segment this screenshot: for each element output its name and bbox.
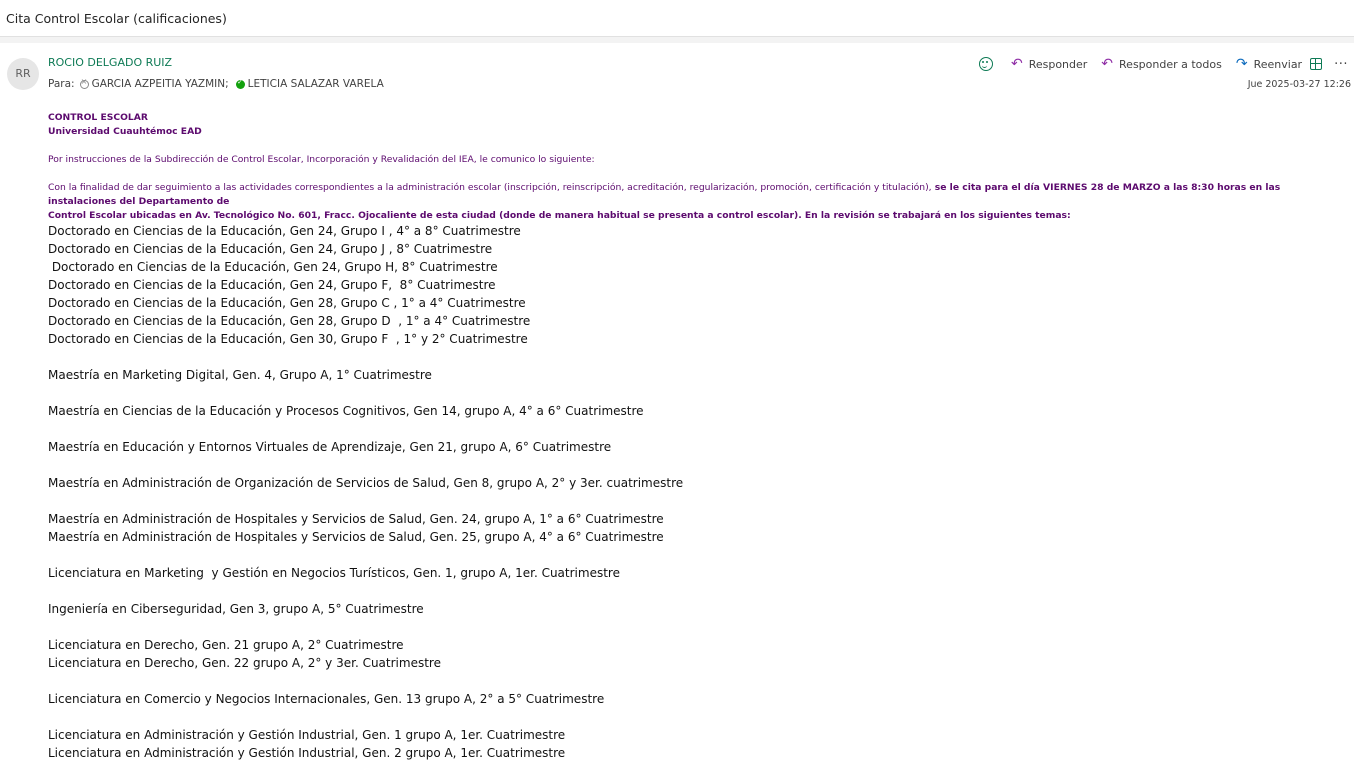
blank-line — [48, 546, 683, 564]
header-separator — [0, 37, 1354, 43]
message-date: Jue 2025-03-27 12:26 — [1247, 79, 1351, 90]
subject-bar — [0, 0, 1354, 37]
presence-offline-icon — [80, 80, 89, 89]
recipient-chip[interactable] — [80, 78, 229, 90]
blank-line — [48, 348, 683, 366]
blank-line — [48, 582, 683, 600]
program-line: Doctorado en Ciencias de la Educación, Gen 28, Grupo C , 1° a 4° Cuatrimestre — [48, 296, 526, 310]
program-line: Licenciatura en Derecho, Gen. 22 grupo A, 2° y 3er. Cuatrimestre — [48, 656, 441, 670]
message-actions — [979, 55, 1354, 73]
blank-line — [48, 456, 683, 474]
email-subject: Cita Control Escolar (calificaciones) — [6, 11, 227, 26]
to-label: Para: — [48, 78, 75, 90]
reply-icon: ↶ — [1010, 56, 1023, 72]
blank-line — [48, 672, 683, 690]
program-line: Doctorado en Ciencias de la Educación, Gen 24, Grupo H, 8° Cuatrimestre — [48, 260, 498, 274]
program-line: Maestría en Administración de Hospitales y Servicios de Salud, Gen. 24, grupo A, 1° a 6° Cuatrimestre — [48, 512, 664, 526]
program-line: Maestría en Marketing Digital, Gen. 4, Grupo A, 1° Cuatrimestre — [48, 368, 432, 382]
blank-line — [48, 420, 683, 438]
program-line: Licenciatura en Derecho, Gen. 21 grupo A, 2° Cuatrimestre — [48, 638, 404, 652]
blank-line — [48, 492, 683, 510]
sender-name[interactable]: ROCIO DELGADO RUIZ — [48, 56, 173, 69]
blank-line — [48, 708, 683, 726]
more-options-icon[interactable]: ··· — [1334, 56, 1348, 72]
program-line: Maestría en Administración de Hospitales y Servicios de Salud, Gen. 25, grupo A, 4° a 6° Cuatrimestre — [48, 530, 664, 544]
forward-button[interactable]: ↷ Reenviar — [1235, 56, 1303, 72]
blank-line — [48, 384, 683, 402]
presence-available-icon — [236, 80, 245, 89]
recipients-line — [48, 78, 384, 90]
program-line: Licenciatura en Comercio y Negocios Internacionales, Gen. 13 grupo A, 2° a 5° Cuatrimestre — [48, 692, 605, 706]
program-line: Doctorado en Ciencias de la Educación, Gen 28, Grupo D , 1° a 4° Cuatrimestre — [48, 314, 531, 328]
program-line: Licenciatura en Administración y Gestión Industrial, Gen. 2 grupo A, 1er. Cuatrimestre — [48, 746, 566, 760]
program-line: Ingeniería en Ciberseguridad, Gen 3, grupo A, 5° Cuatrimestre — [48, 602, 424, 616]
program-line: Maestría en Administración de Organización de Servicios de Salud, Gen 8, grupo A, 2° y 3er. cuatrimestre — [48, 476, 684, 490]
body-intro: Por instrucciones de la Subdirección de Control Escolar, Incorporación y Revalidación del IEA, le comunico lo siguiente: — [48, 154, 595, 165]
program-line: Licenciatura en Marketing y Gestión en Negocios Turísticos, Gen. 1, grupo A, 1er. Cuatrimestre — [48, 566, 620, 580]
apps-grid-icon[interactable] — [1310, 58, 1322, 70]
body-header-line: CONTROL ESCOLAR — [48, 112, 148, 123]
recipient-name: LETICIA SALAZAR VARELA — [247, 78, 384, 90]
program-list — [48, 222, 683, 762]
blank-line — [48, 618, 683, 636]
reply-all-icon: ↶ — [1101, 56, 1114, 72]
body-header-line: Universidad Cuauhtémoc EAD — [48, 126, 202, 137]
reply-button[interactable]: ↶ Responder — [1010, 56, 1088, 72]
reply-all-button[interactable]: ↶ Responder a todos — [1101, 56, 1222, 72]
program-line: Maestría en Educación y Entornos Virtuales de Aprendizaje, Gen 21, grupo A, 6° Cuatrimestre — [48, 440, 612, 454]
emoji-reaction-icon[interactable] — [979, 57, 993, 71]
message-pane — [0, 44, 1354, 774]
recipient-name: GARCIA AZPEITIA YAZMIN; — [91, 78, 229, 90]
sender-avatar[interactable]: RR — [7, 58, 39, 90]
forward-icon: ↷ — [1235, 56, 1248, 72]
program-line: Doctorado en Ciencias de la Educación, Gen 30, Grupo F , 1° y 2° Cuatrimestre — [48, 332, 528, 346]
body-paragraph: Con la finalidad de dar seguimiento a las actividades correspondientes a la administración escolar (inscripción, reinscripción, acreditación, regularización, promoción, certificación y titulación), se le cita para el día VIERNES 28 de MARZO a las 8:30 horas en las instalaciones del Departamento de Control Escolar ubicadas en Av. Tecnológico No. 601, Fracc. Ojocaliente de esta ciudad (donde de manera habitual se presenta a control escolar). En la revisión se trabajará en los siguientes temas: — [48, 182, 1281, 221]
program-line: Doctorado en Ciencias de la Educación, Gen 24, Grupo F, 8° Cuatrimestre — [48, 278, 496, 292]
message-body — [48, 111, 1328, 223]
program-line: Maestría en Ciencias de la Educación y Procesos Cognitivos, Gen 14, grupo A, 4° a 6° Cuatrimestre — [48, 404, 644, 418]
program-line: Doctorado en Ciencias de la Educación, Gen 24, Grupo I , 4° a 8° Cuatrimestre — [48, 224, 521, 238]
program-line: Licenciatura en Administración y Gestión Industrial, Gen. 1 grupo A, 1er. Cuatrimestre — [48, 728, 566, 742]
recipient-chip[interactable] — [236, 78, 384, 90]
program-line: Doctorado en Ciencias de la Educación, Gen 24, Grupo J , 8° Cuatrimestre — [48, 242, 493, 256]
